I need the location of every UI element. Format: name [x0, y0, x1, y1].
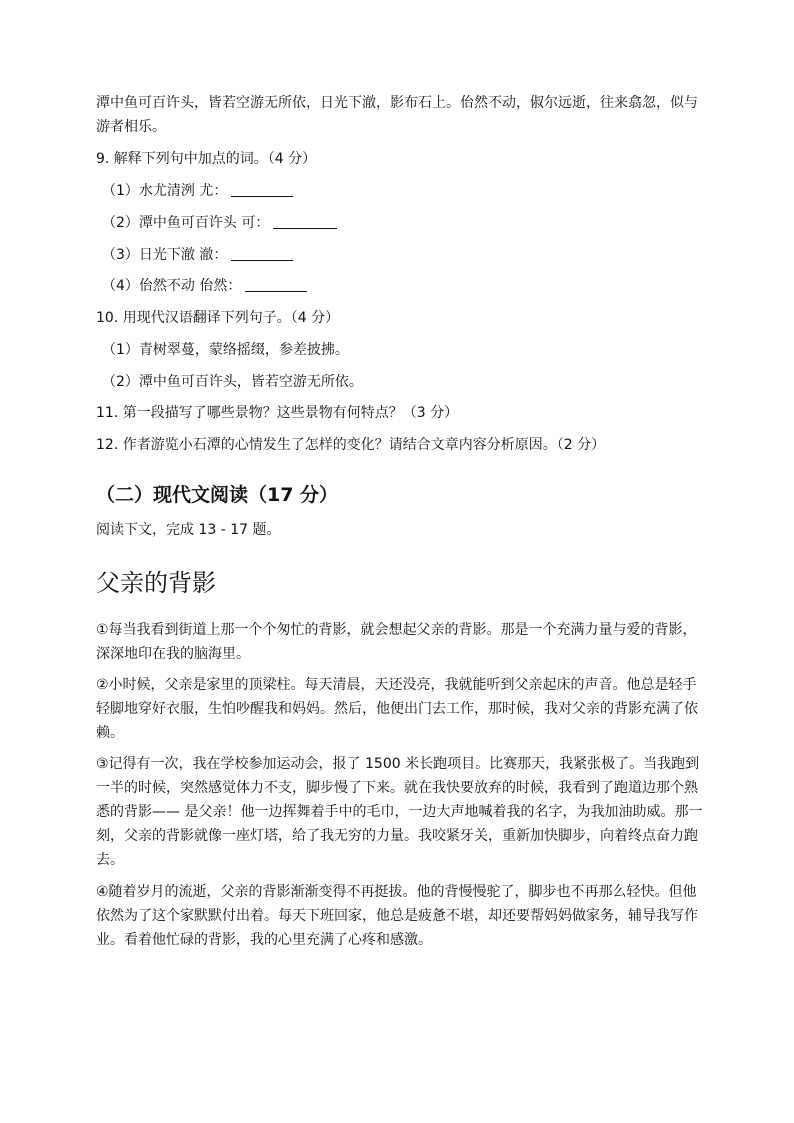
question-9-item-3-text: （3）日光下澈 澈：: [102, 247, 228, 263]
article-paragraph-1: ①每当我看到街道上那一个个匆忙的背影，就会想起父亲的背影。那是一个充满力量与爱的背影，深深地印在我的脑海里。: [96, 622, 697, 662]
intro-passage: 潭中鱼可百许头，皆若空游无所依，日光下澈，影布石上。佁然不动，俶尔远逝，往来翕忽，似与游者相乐。: [96, 95, 698, 135]
question-9-item-1: [102, 181, 293, 201]
question-10-item-1: （1）青树翠蔓，蒙络摇缀，参差披拂。: [102, 342, 349, 358]
article-title: 父亲的背影: [96, 569, 216, 597]
question-9-item-2: [102, 213, 337, 233]
question-9-item-2-text: （2）潭中鱼可百许头 可：: [102, 215, 270, 231]
question-11: 11. 第一段描写了哪些景物？这些景物有何特点？（3 分）: [96, 405, 459, 421]
question-9-item-3: [102, 245, 293, 265]
answer-blank[interactable]: [231, 246, 293, 261]
question-10-item-2: （2）潭中鱼可百许头，皆若空游无所依。: [102, 374, 363, 390]
answer-blank[interactable]: [231, 182, 293, 197]
article-paragraph-2: ②小时候，父亲是家里的顶梁柱。每天清晨，天还没亮，我就能听到父亲起床的声音。他总是轻手轻脚地穿好衣服，生怕吵醒我和妈妈。然后，他便出门去工作，那时候，我对父亲的背影充满了依赖。: [96, 677, 698, 741]
question-9-item-4: [102, 276, 307, 296]
question-10-title: 10. 用现代汉语翻译下列句子。（4 分）: [96, 310, 340, 326]
question-9-item-4-text: （4）佁然不动 佁然：: [102, 278, 242, 294]
question-9-title: 9. 解释下列句中加点的词。（4 分）: [96, 151, 317, 167]
answer-blank[interactable]: [245, 277, 307, 292]
question-12: 12. 作者游览小石潭的心情发生了怎样的变化？请结合文章内容分析原因。（2 分）: [96, 437, 606, 453]
question-9-item-1-text: （1）水尤清洌 尤：: [102, 183, 228, 199]
article-paragraph-4: ④随着岁月的流逝，父亲的背影渐渐变得不再挺拔。他的背慢慢驼了，脚步也不再那么轻快。但他依然为了这个家默默付出着。每天下班回家，他总是疲惫不堪，却还要帮妈妈做家务，辅导我写作业。看着他忙碌的背影，我的心里充满了心疼和感激。: [96, 884, 698, 948]
article-paragraph-3: ③记得有一次，我在学校参加运动会，报了 1500 米长跑项目。比赛那天，我紧张极了。当我跑到一半的时候，突然感觉体力不支，脚步慢了下来。就在我快要放弃的时候，我看到了跑道边那个熟悉的背影—— 是父亲！他一边挥舞着手中的毛巾，一边大声地喊着我的名字，为我加油助威。那一刻，父亲的背影就像一座灯塔，给了我无穷的力量。我咬紧牙关，重新加快脚步，向着终点奋力跑去。: [96, 756, 703, 868]
section-instruction: 阅读下文，完成 13 - 17 题。: [96, 522, 281, 538]
section-heading: （二）现代文阅读（17 分）: [96, 484, 339, 506]
answer-blank[interactable]: [273, 214, 337, 229]
